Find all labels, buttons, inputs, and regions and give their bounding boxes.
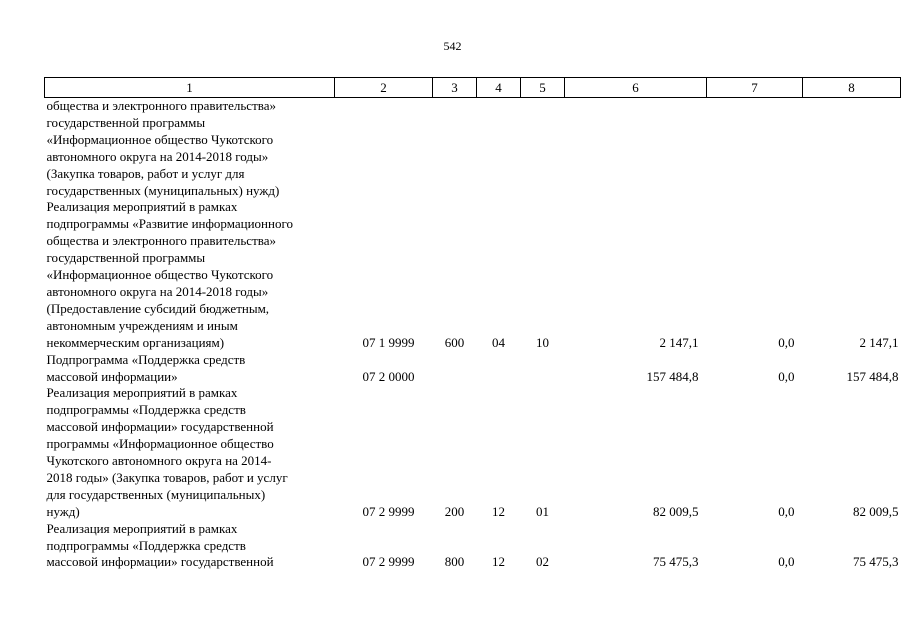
table-row <box>45 385 901 520</box>
page-number: 542 <box>443 39 462 53</box>
column-header: 7 <box>707 78 803 98</box>
change-cell: 0,0 <box>778 503 795 519</box>
row-name-cell <box>45 98 335 200</box>
total-cell <box>803 98 901 200</box>
change-cell <box>707 98 803 200</box>
column-header: 2 <box>335 78 433 98</box>
total-cell: 157 484,8 <box>846 368 899 384</box>
row-name-cell <box>45 352 335 386</box>
column-header: 3 <box>433 78 477 98</box>
row-name-line: массовой информации» <box>46 368 178 384</box>
row-name-line: государственной программы <box>46 250 206 266</box>
column-header: 4 <box>477 78 521 98</box>
row-name-line: для государственных (муниципальных) <box>46 486 266 502</box>
row-name-line: некоммерческим организациям) <box>46 334 225 350</box>
section-cell: 12 <box>492 503 505 519</box>
row-name-line: подпрограммы «Поддержка средств <box>46 402 246 418</box>
row-name-line: Реализация мероприятий в рамках <box>46 199 238 215</box>
subsection-cell: 02 <box>536 554 549 570</box>
amount-cell: 2 147,1 <box>659 334 699 350</box>
row-name-cell <box>45 385 335 520</box>
change-cell: 0,0 <box>778 368 795 384</box>
total-cell: 75 475,3 <box>853 554 899 570</box>
subsection-cell: 10 <box>536 334 549 350</box>
row-name-line: (Закупка товаров, работ и услуг для <box>46 165 245 181</box>
subsection-cell <box>521 352 565 386</box>
code-cell <box>335 98 433 200</box>
expense-type-cell <box>433 352 477 386</box>
amount-cell: 157 484,8 <box>646 368 699 384</box>
table-header-row <box>45 78 901 98</box>
column-header: 6 <box>565 78 707 98</box>
subsection-cell: 01 <box>536 503 549 519</box>
row-name-line: государственной программы <box>46 114 206 130</box>
row-name-line: (Предоставление субсидий бюджетным, <box>46 300 270 316</box>
amount-cell: 75 475,3 <box>653 554 699 570</box>
row-name-line: Чукотского автономного округа на 2014- <box>46 453 272 469</box>
row-name-line: 2018 годы» (Закупка товаров, работ и услуг <box>46 469 288 485</box>
table-body <box>45 98 901 572</box>
expense-type-cell <box>433 98 477 200</box>
row-name-line: общества и электронного правительства» <box>46 98 276 113</box>
expense-type-cell: 600 <box>444 334 465 350</box>
table-row <box>45 199 901 351</box>
table-row <box>45 352 901 386</box>
change-cell: 0,0 <box>778 334 795 350</box>
row-name-line: нужд) <box>46 503 80 519</box>
code-cell: 07 2 9999 <box>362 554 415 570</box>
section-cell <box>477 98 521 200</box>
section-cell <box>477 352 521 386</box>
budget-table <box>44 77 901 571</box>
table-row <box>45 521 901 572</box>
row-name-line: Подпрограмма «Поддержка средств <box>46 351 246 367</box>
expense-type-cell: 200 <box>444 503 465 519</box>
row-name-line: общества и электронного правительства» <box>46 233 276 249</box>
row-name-line: программы «Информационное общество <box>46 436 274 452</box>
total-cell: 82 009,5 <box>853 503 899 519</box>
row-name-line: Реализация мероприятий в рамках <box>46 520 238 536</box>
row-name-line: автономного округа на 2014-2018 годы» <box>46 148 269 164</box>
column-header: 1 <box>45 78 335 98</box>
row-name-line: государственных (муниципальных) нужд) <box>46 182 280 198</box>
section-cell: 04 <box>492 334 505 350</box>
column-header: 8 <box>803 78 901 98</box>
row-name-line: автономным учреждениям и иным <box>46 317 238 333</box>
code-cell: 07 2 9999 <box>362 503 415 519</box>
amount-cell: 82 009,5 <box>653 503 699 519</box>
row-name-line: подпрограммы «Поддержка средств <box>46 537 246 553</box>
expense-type-cell: 800 <box>444 554 465 570</box>
row-name-line: «Информационное общество Чукотского <box>46 131 274 147</box>
row-name-line: «Информационное общество Чукотского <box>46 267 274 283</box>
amount-cell <box>565 98 707 200</box>
row-name-line: автономного округа на 2014-2018 годы» <box>46 283 269 299</box>
code-cell: 07 2 0000 <box>362 368 415 384</box>
change-cell: 0,0 <box>778 554 795 570</box>
row-name-line: подпрограммы «Развитие информационного <box>46 216 293 232</box>
row-name-line: массовой информации» государственной <box>46 554 274 570</box>
table-row <box>45 98 901 200</box>
row-name-line: Реализация мероприятий в рамках <box>46 385 238 401</box>
total-cell: 2 147,1 <box>859 334 899 350</box>
row-name-line: массовой информации» государственной <box>46 419 274 435</box>
row-name-cell <box>45 521 335 572</box>
column-header: 5 <box>521 78 565 98</box>
row-name-cell <box>45 199 335 351</box>
code-cell: 07 1 9999 <box>362 334 415 350</box>
subsection-cell <box>521 98 565 200</box>
section-cell: 12 <box>492 554 505 570</box>
